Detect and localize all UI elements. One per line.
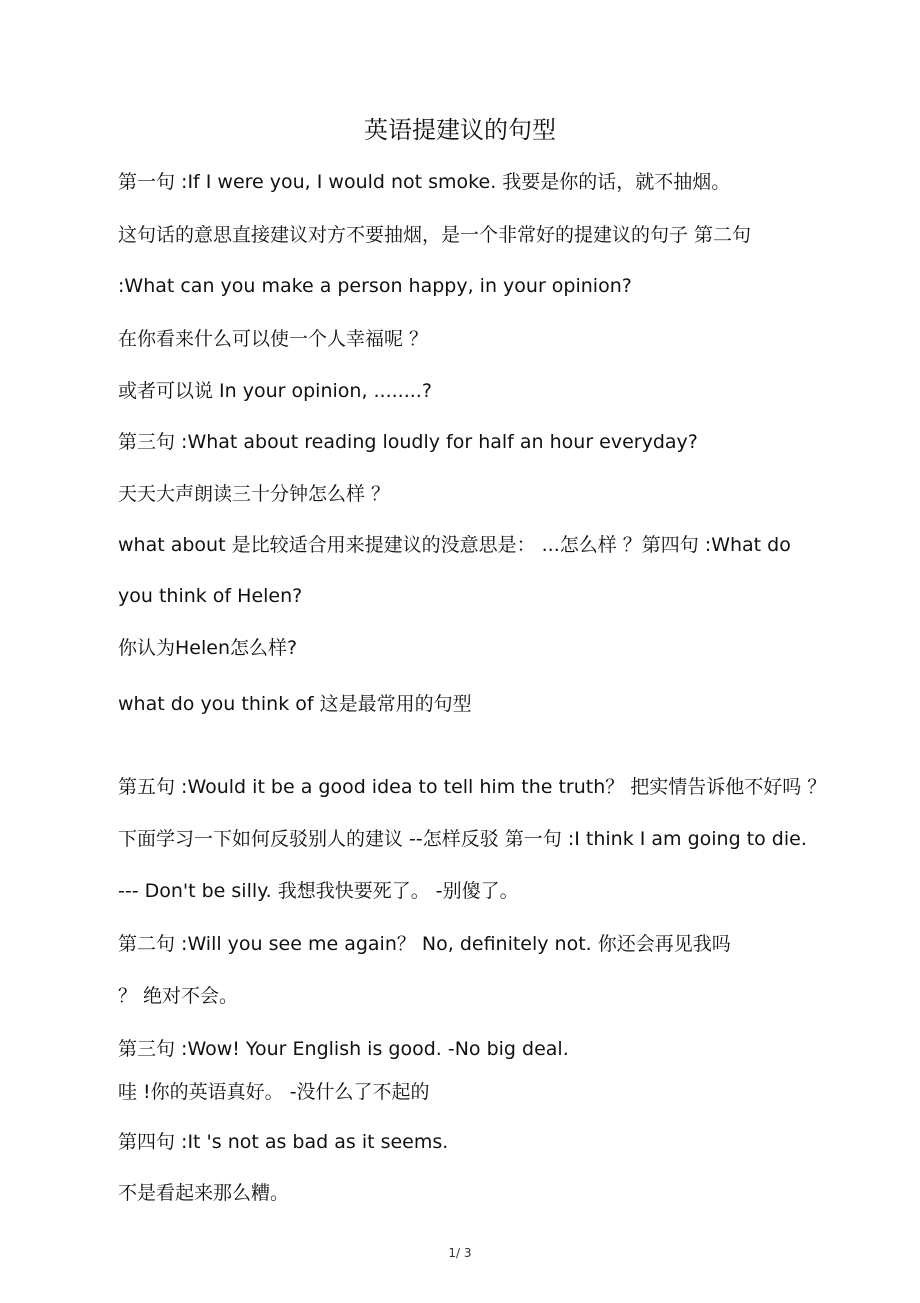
text-line: ？ 绝对不会。 xyxy=(118,985,239,1007)
text-line: 在你看来什么可以使一个人幸福呢 ？ xyxy=(118,328,429,350)
text-line: 你认为Helen怎么样? xyxy=(118,637,298,659)
text-line: 第五句 :Would it be a good idea to tell him the truth？ 把实情告诉他不好吗 ？ xyxy=(118,776,827,798)
text-line: 哇 !你的英语真好。 -没什么了不起的 xyxy=(118,1081,430,1103)
text-line: 不是看起来那么糟。 xyxy=(118,1182,290,1204)
text-line: what about 是比较适合用来提建议的没意思是： ...怎么样 ？第四句 :What do xyxy=(118,534,791,556)
document-title: 英语提建议的句型 xyxy=(364,116,556,144)
text-line: 下面学习一下如何反驳别人的建议 --怎样反驳 第一句 :I think I am going to die. xyxy=(118,828,807,850)
text-line: 天天大声朗读三十分钟怎么样 ？ xyxy=(118,483,391,505)
text-line: 第四句 :It 's not as bad as it seems. xyxy=(118,1131,449,1153)
page-number: 1/ 3 xyxy=(448,1246,472,1260)
text-line: 或者可以说 In your opinion, ........? xyxy=(118,380,432,402)
text-line: 第一句 :If I were you, I would not smoke. 我要是你的话，就不抽烟。 xyxy=(118,171,731,193)
text-line: 第三句 :What about reading loudly for half an hour everyday? xyxy=(118,431,698,453)
text-line: you think of Helen? xyxy=(118,585,303,607)
text-line: 这句话的意思直接建议对方不要抽烟，是一个非常好的提建议的句子 第二句 xyxy=(118,224,752,246)
text-line: what do you think of 这是最常用的句型 xyxy=(118,693,472,715)
text-line: :What can you make a person happy, in your opinion? xyxy=(118,275,632,297)
text-line: --- Don't be silly. 我想我快要死了。 -别傻了。 xyxy=(118,880,519,902)
text-line: 第三句 :Wow! Your English is good. -No big deal. xyxy=(118,1038,569,1060)
text-line: 第二句 :Will you see me again？ No, definitely not. 你还会再见我吗 xyxy=(118,933,731,955)
